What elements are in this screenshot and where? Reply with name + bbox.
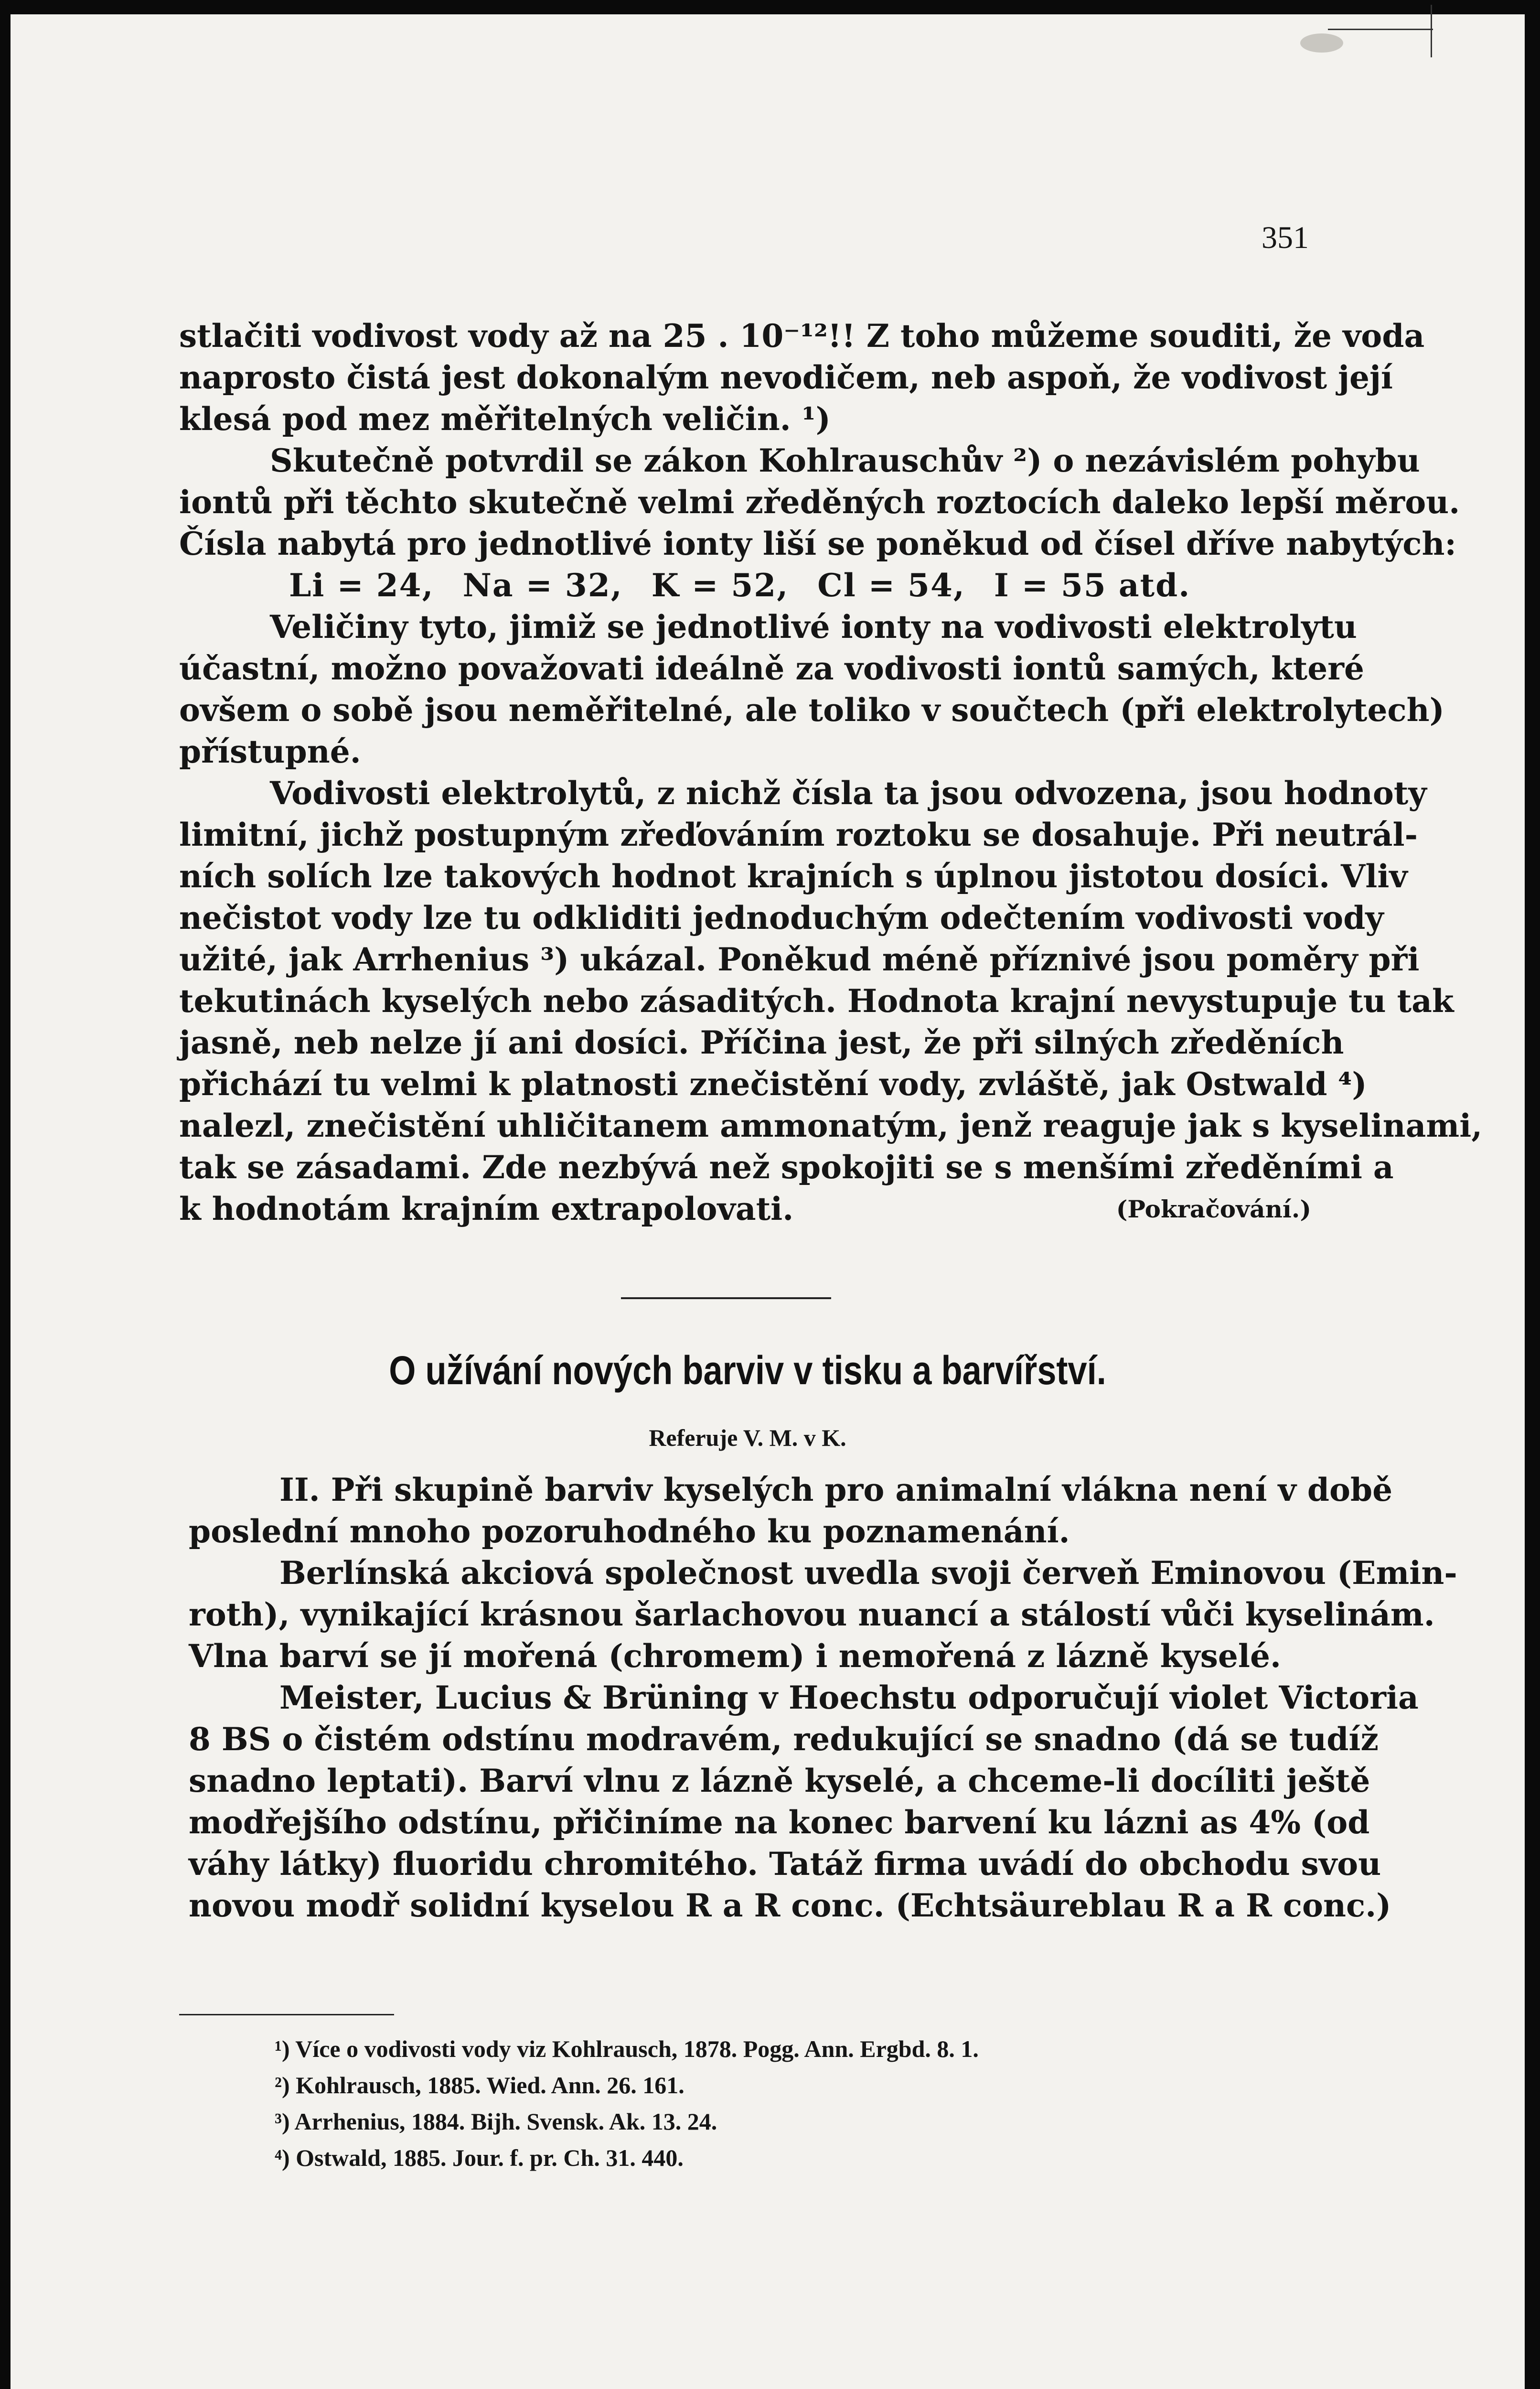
ion-values <box>179 565 1311 606</box>
text-line: přichází tu velmi k platnosti znečistění vody, zvláště, jak Ostwald ⁴) <box>179 1065 1367 1103</box>
footnote-2: ²) Kohlrausch, 1885. Wied. Ann. 26. 161. <box>275 2072 684 2098</box>
ion-na: Na = 32, <box>462 567 623 604</box>
text-line: tekutinách kyselých nebo zásaditých. Hodnota krajní nevystupuje tu tak <box>179 982 1454 1020</box>
text-line: snadno leptati). Barví vlnu z lázně kyselé, a chceme-li docíliti ještě <box>189 1762 1370 1799</box>
text-line: váhy látky) fluoridu chromitého. Tatáž firma uvádí do obchodu svou <box>189 1845 1381 1883</box>
section2-paragraph-3 <box>189 1677 1419 1926</box>
text-line: Meister, Lucius & Brüning v Hoechstu odporučují violet Victoria <box>279 1679 1419 1716</box>
footnotes <box>275 2031 1278 2176</box>
text-line: tak se zásadami. Zde nezbývá než spokojiti se s menšími zředěními a <box>179 1149 1394 1186</box>
page-number: 351 <box>1262 220 1309 255</box>
text-line: limitní, jichž postupným zřeďováním roztoku se dosahuje. Při neutrál- <box>179 816 1418 853</box>
text-line: Veličiny tyto, jimiž se jednotlivé ionty na vodivosti elektrolytu <box>270 608 1357 646</box>
paragraph-3 <box>179 606 1444 773</box>
crop-mark-vertical <box>1431 5 1432 57</box>
text-line: modřejšího odstínu, přičiníme na konec barvení ku lázni as 4% (od <box>189 1804 1370 1841</box>
text-line: užité, jak Arrhenius ³) ukázal. Poněkud méně příznivé jsou poměry při <box>179 941 1420 978</box>
text-line: přístupné. <box>179 733 361 770</box>
paper-stain <box>1300 33 1343 53</box>
section2-paragraph-1 <box>189 1469 1393 1552</box>
section2-paragraph-2 <box>189 1552 1457 1677</box>
text-line-content: k hodnotám krajním extrapolovati. <box>179 1190 794 1227</box>
crop-mark-horizontal <box>1328 29 1433 30</box>
paragraph-2 <box>179 440 1460 606</box>
footnote-3: ³) Arrhenius, 1884. Bijh. Svensk. Ak. 13. 24. <box>275 2108 717 2135</box>
article-title: O užívání nových barviv v tisku a barvířství. <box>389 1348 1106 1393</box>
text-line: poslední mnoho pozoruhodného ku poznamenání. <box>189 1513 1070 1550</box>
continued-note: (Pokračování.) <box>1116 1195 1311 1223</box>
footnote-1: ¹) Více o vodivosti vody viz Kohlrausch, 1878. Pogg. Ann. Ergbd. 8. 1. <box>275 2035 979 2062</box>
text-line: Čísla nabytá pro jednotlivé ionty liší se poněkud od čísel dříve nabytých: <box>179 525 1456 562</box>
text-line: účastní, možno považovati ideálně za vodivosti iontů samých, které <box>179 650 1364 687</box>
article-byline: Referuje V. M. v K. <box>649 1424 846 1451</box>
text-line: 8 BS o čistém odstínu modravém, redukující se snadno (dá se tudíž <box>189 1721 1379 1758</box>
section-divider <box>621 1297 831 1299</box>
text-line: naprosto čistá jest dokonalým nevodičem, neb aspoň, že vodivost její <box>179 359 1393 396</box>
text-line: Vlna barví se jí mořená (chromem) i nemořená z lázně kyselé. <box>189 1637 1281 1675</box>
paragraph-1 <box>179 315 1425 440</box>
text-line: ovšem o sobě jsou neměřitelné, ale toliko v součtech (při elektrolytech) <box>179 691 1444 729</box>
text-line: novou modř solidní kyselou R a R conc. (Echtsäureblau R a R conc.) <box>189 1887 1391 1924</box>
ion-i: I = 55 atd. <box>994 567 1191 604</box>
text-line: klesá pod mez měřitelných veličin. ¹) <box>179 400 831 438</box>
text-line: nečistot vody lze tu odkliditi jednoduchým odečtením vodivosti vody <box>179 899 1384 936</box>
footnote-4: ⁴) Ostwald, 1885. Jour. f. pr. Ch. 31. 440. <box>275 2144 684 2171</box>
text-line: nalezl, znečistění uhličitanem ammonatým, jenž reaguje jak s kyselinami, <box>179 1107 1483 1144</box>
text-line: stlačiti vodivost vody až na 25 . 10⁻¹²!! Z toho můžeme souditi, že voda <box>179 317 1425 355</box>
text-line: jasně, neb nelze jí ani dosíci. Příčina jest, že při silných zředěních <box>179 1024 1344 1061</box>
paragraph-4 <box>179 773 1483 1230</box>
text-line: Vodivosti elektrolytů, z nichž čísla ta jsou odvozena, jsou hodnoty <box>270 775 1427 812</box>
text-line: Berlínská akciová společnost uvedla svoji červeň Eminovou (Emin- <box>279 1554 1457 1592</box>
text-line <box>179 1188 1311 1230</box>
text-line: ních solích lze takových hodnot krajních s úplnou jistotou dosíci. Vliv <box>179 858 1408 895</box>
footnote-divider <box>179 2014 394 2015</box>
ion-k: K = 52, <box>651 567 789 604</box>
text-line: iontů při těchto skutečně velmi zředěných roztocích daleko lepší měrou. <box>179 484 1460 521</box>
text-line: Skutečně potvrdil se zákon Kohlrauschův ²) o nezávislém pohybu <box>270 442 1420 479</box>
ion-cl: Cl = 54, <box>817 567 965 604</box>
ion-li: Li = 24, <box>289 567 434 604</box>
text-line: II. Při skupině barviv kyselých pro animalní vlákna není v době <box>279 1471 1393 1508</box>
text-line: roth), vynikající krásnou šarlachovou nuancí a stálostí vůči kyselinám. <box>189 1596 1435 1633</box>
